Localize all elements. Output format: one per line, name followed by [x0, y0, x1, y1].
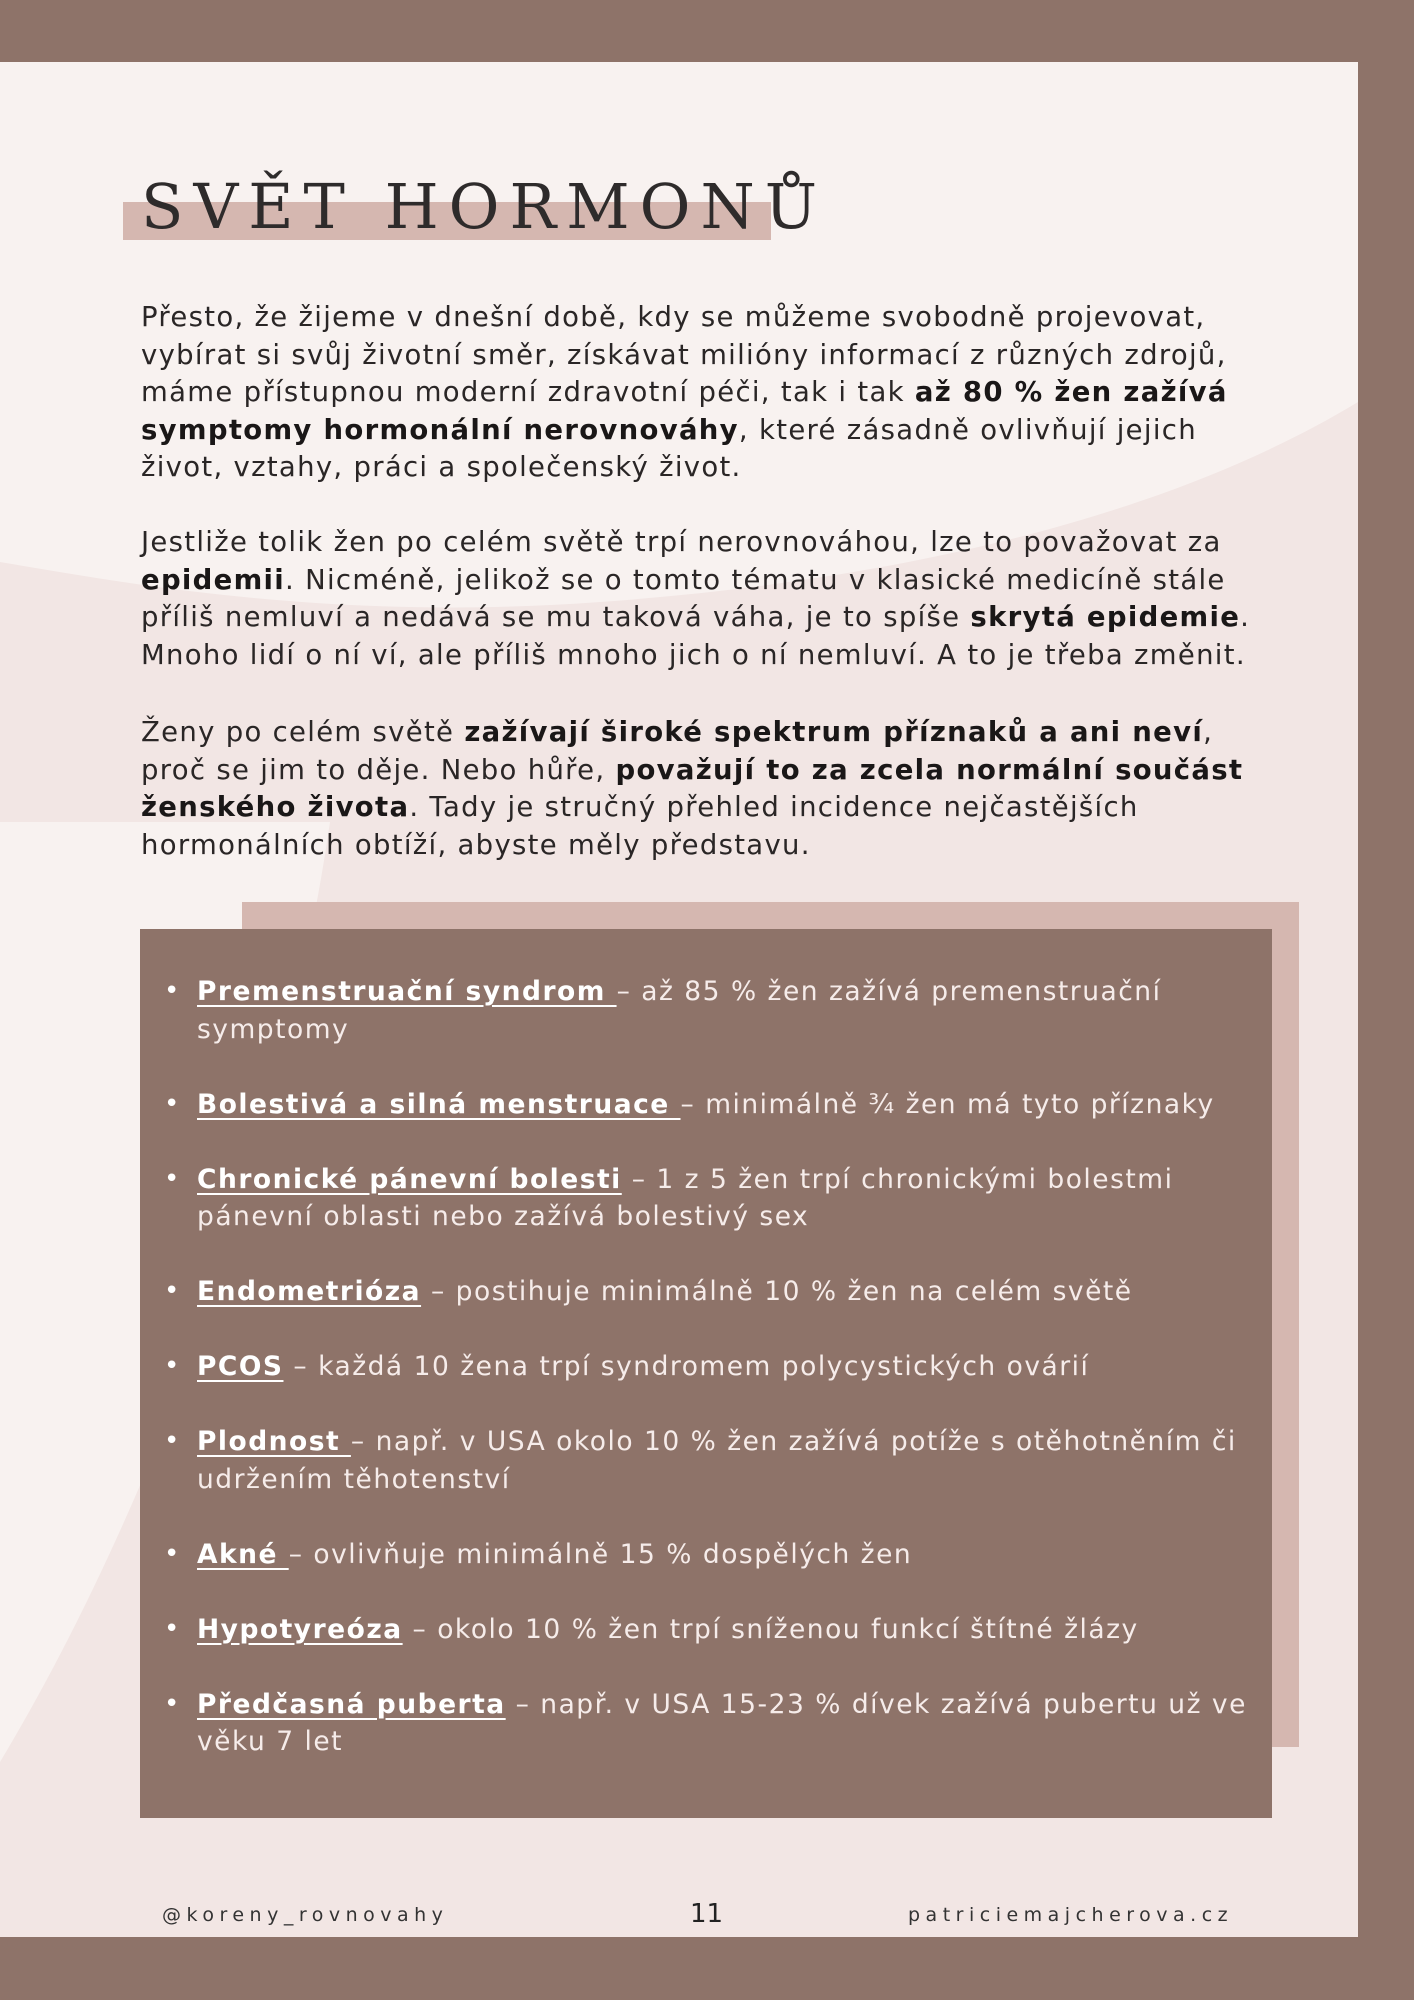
emphasis-text: epidemii: [141, 563, 286, 596]
emphasis-text: až 80 % žen zažívá symptomy hormonální nerovnováhy: [141, 376, 1228, 446]
website-address: patriciemajcherova.cz: [908, 1904, 1234, 1926]
item-name: Endometrióza: [197, 1276, 422, 1307]
list-item: [164, 1161, 1257, 1236]
symptoms-paragraph: [141, 714, 1281, 864]
item-text: – až 85 % žen zažívá premenstruační symptomy: [197, 976, 1162, 1045]
item-name: Akné: [197, 1538, 289, 1570]
page-title: SVĚT HORMONŮ: [141, 170, 827, 243]
list-item: [164, 1686, 1257, 1761]
paragraph-text: Jestliže tolik žen po celém světě trpí nerovnováhou, lze to považovat za: [141, 526, 1222, 558]
bullet-icon: •: [164, 1351, 181, 1381]
list-item: [164, 1611, 1257, 1649]
item-name: Bolestivá a silná menstruace: [197, 1088, 681, 1120]
item-name: Hypotyreóza: [197, 1613, 403, 1645]
paragraph-text: . Tady je stručný přehled incidence nejčastějších hormonálních obtíží, abyste měly představu.: [141, 791, 1139, 861]
incidence-list: [164, 973, 1257, 1798]
item-name: Premenstruační syndrom: [197, 976, 617, 1007]
list-item: [164, 1348, 1257, 1386]
list-item: [164, 1536, 1257, 1574]
incidence-card: [140, 929, 1272, 1818]
emphasis-text: skrytá epidemie: [970, 601, 1241, 633]
bullet-icon: •: [164, 1538, 181, 1569]
list-item: [164, 973, 1257, 1048]
item-text: – okolo 10 % žen trpí sníženou funkcí štítné žlázy: [402, 1613, 1139, 1645]
bullet-icon: •: [164, 1163, 181, 1194]
bullet-icon: •: [164, 1276, 181, 1306]
item-text: – např. v USA okolo 10 % žen zažívá potíže s otěhotněním či udržením těhotenství: [197, 1426, 1237, 1495]
item-text: – postihuje minimálně 10 % žen na celém světě: [421, 1276, 1133, 1307]
paragraph-text: Přesto, že žijeme v dnešní době, kdy se můžeme svobodně projevovat, vybírat si svůj životní směr, získávat milióny informací z různých zdrojů, máme přístupnou moderní zdravotní péči, tak i tak: [141, 301, 1227, 408]
document-page: [0, 62, 1358, 1937]
item-text: – ovlivňuje minimálně 15 % dospělých žen: [288, 1538, 913, 1570]
item-text: – např. v USA 15-23 % dívek zažívá pubertu už ve věku 7 let: [197, 1688, 1247, 1757]
list-item: [164, 1423, 1257, 1498]
item-name: PCOS: [197, 1351, 284, 1382]
item-text: – 1 z 5 žen trpí chronickými bolestmi pánevní oblasti nebo zažívá bolestivý sex: [197, 1163, 1174, 1232]
paragraph-text: , proč se jim to děje. Nebo hůře,: [141, 716, 1214, 786]
paragraph-text: . Nicméně, jelikož se o tomto tématu v klasické medicíně stále příliš nemluví a nedává se mu taková váha, je to spíše: [141, 563, 1226, 633]
paragraph-text: . Mnoho lidí o ní ví, ale příliš mnoho jich o ní nemluví. A to je třeba změnit.: [141, 601, 1251, 671]
bullet-icon: •: [164, 1613, 181, 1644]
bullet-icon: •: [164, 1688, 181, 1719]
bullet-icon: •: [164, 1426, 181, 1456]
paragraph-text: Ženy po celém světě: [141, 716, 465, 748]
emphasis-text: zažívají široké spektrum příznaků a ani neví: [464, 716, 1204, 748]
paragraph-text: , které zásadně ovlivňují jejich život, vztahy, práci a společenský život.: [141, 413, 1197, 483]
instagram-handle: @koreny_rovnovahy: [162, 1904, 449, 1926]
emphasis-text: považují to za zcela normální součást ženského života: [141, 753, 1244, 823]
epidemic-paragraph: [141, 524, 1281, 674]
item-name: Předčasná puberta: [197, 1688, 506, 1720]
item-text: – každá 10 žena trpí syndromem polycystických ovárií: [283, 1351, 1090, 1382]
item-text: – minimálně ¾ žen má tyto příznaky: [680, 1088, 1215, 1120]
list-item: [164, 1273, 1257, 1311]
intro-paragraph: [141, 299, 1281, 487]
page-number: 11: [690, 1899, 724, 1929]
item-name: Plodnost: [197, 1426, 351, 1457]
bullet-icon: •: [164, 976, 181, 1006]
list-item: [164, 1086, 1257, 1124]
bullet-icon: •: [164, 1088, 181, 1119]
item-name: Chronické pánevní bolesti: [197, 1163, 622, 1195]
